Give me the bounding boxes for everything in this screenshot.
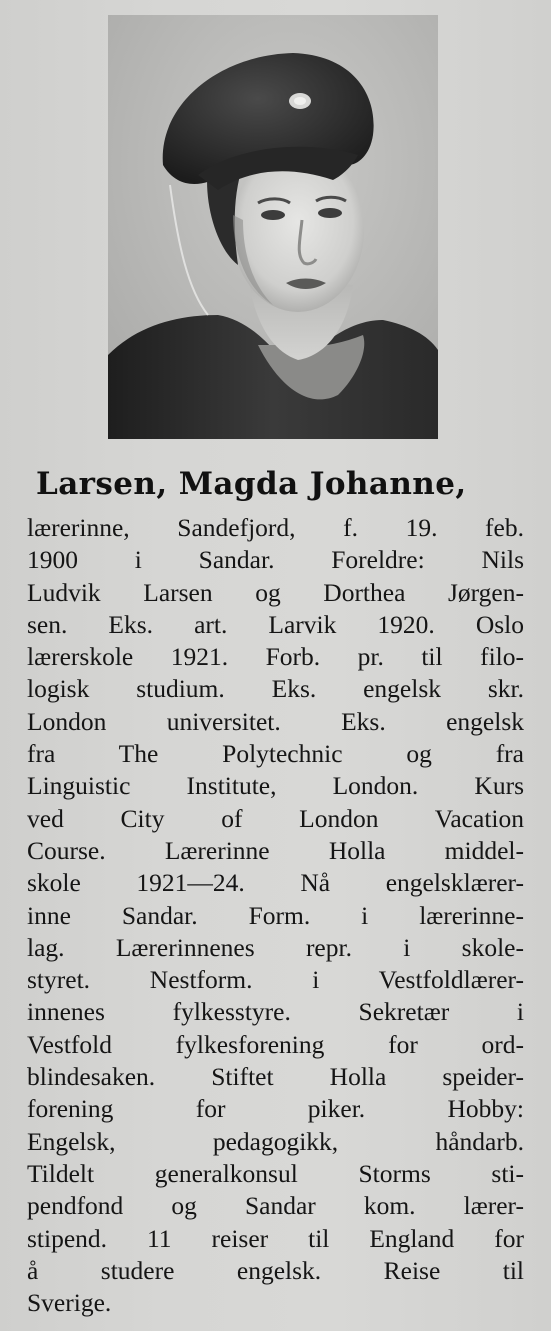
bio-line: Sverige. [27, 1288, 112, 1318]
bio-line: styret. Nestform. i Vestfoldlærer- [27, 965, 524, 995]
bio-line: Vestfold fylkesforening for ord- [27, 1029, 524, 1059]
bio-line: forening for piker. Hobby: [27, 1094, 524, 1124]
bio-line: stipend. 11 reiser til England for [27, 1223, 524, 1253]
bio-line: lærerinne, Sandefjord, f. 19. feb. [27, 513, 524, 542]
bio-line: Ludvik Larsen og Dorthea Jørgen- [27, 577, 524, 607]
bio-line: pendfond og Sandar kom. lærer- [27, 1191, 524, 1221]
bio-line: lærerskole 1921. Forb. pr. til filo- [27, 642, 524, 672]
portrait-photo [108, 15, 438, 439]
bio-line: Course. Lærerinne Holla middel- [27, 835, 524, 865]
bio-line: ved City of London Vacation [27, 803, 524, 833]
bio-line: å studere engelsk. Reise til [27, 1255, 524, 1285]
bio-line: innenes fylkesstyre. Sekretær i [27, 997, 524, 1027]
entry-name: Larsen, Magda Johanne, [36, 466, 467, 502]
bio-line: blindesaken. Stiftet Holla speider- [27, 1062, 524, 1092]
bio-line: Engelsk, pedagogikk, håndarb. [27, 1126, 524, 1156]
bio-line: inne Sandar. Form. i lærerinne- [27, 900, 524, 930]
bio-line: 1900 i Sandar. Foreldre: Nils [27, 545, 524, 575]
bio-line: Linguistic Institute, London. Kurs [27, 771, 524, 801]
bio-line: London universitet. Eks. engelsk [27, 706, 524, 736]
entry-biography [27, 512, 524, 1319]
bio-line: sen. Eks. art. Larvik 1920. Oslo [27, 609, 524, 639]
bio-line: fra The Polytechnic og fra [27, 739, 524, 769]
bio-line: skole 1921—24. Nå engelsklærer- [27, 868, 524, 898]
bio-line: Tildelt generalkonsul Storms sti- [27, 1158, 524, 1188]
bio-line: logisk studium. Eks. engelsk skr. [27, 674, 524, 704]
bio-line: lag. Lærerinnenes repr. i skole- [27, 932, 524, 962]
portrait-image [108, 15, 438, 439]
